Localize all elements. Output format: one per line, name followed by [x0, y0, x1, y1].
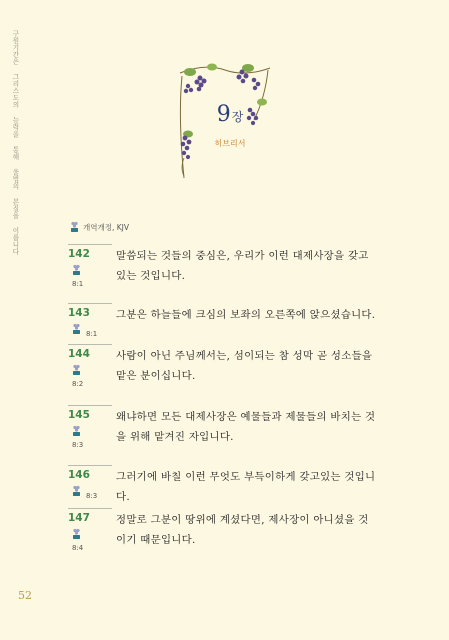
verse-number: 146 [68, 469, 90, 481]
divider [68, 303, 112, 304]
page-number: 52 [18, 589, 32, 602]
chapter-title [200, 102, 260, 134]
verse-number: 143 [68, 307, 90, 319]
verse-block [68, 465, 376, 505]
verse-block [68, 344, 373, 394]
divider [68, 344, 112, 345]
verse-text: 그러기에 바칠 이런 무엇도 부득이하게 갖고있는 것입니다. [116, 471, 376, 503]
bible-icon [72, 425, 81, 437]
verse-block [68, 405, 376, 455]
verse-reference: 8:1 [72, 280, 84, 288]
bible-icon [70, 221, 79, 233]
verse-block [68, 244, 368, 294]
verse-reference: 8:3 [86, 492, 98, 500]
divider [68, 244, 112, 245]
bible-icon [72, 528, 81, 540]
verse-number: 145 [68, 409, 90, 421]
verse-reference: 8:2 [72, 380, 84, 388]
book-name: 히브리서 [214, 139, 246, 148]
chapter-number: 9 [216, 102, 231, 127]
bible-icon [72, 323, 81, 335]
side-running-title: 구원기간은 그리스도의 능력을 통해 율법의 본질을 이룹니다 [11, 30, 19, 256]
bible-icon [72, 264, 81, 276]
verse-block [68, 508, 368, 558]
bible-icon [72, 485, 81, 497]
verse-text: 사람이 아닌 주님께서는, 섬이되는 참 성막 곧 성소들을 맡은 분이십니다. [116, 350, 373, 382]
divider [68, 508, 112, 509]
verse-reference: 8:4 [72, 544, 84, 552]
verse-text: 정말로 그분이 땅위에 계셨다면, 제사장이 아니셨을 것이기 때문입니다. [116, 514, 369, 546]
version-row [70, 221, 129, 233]
verse-number: 147 [68, 512, 90, 524]
divider [68, 405, 112, 406]
verse-reference: 8:3 [72, 441, 84, 449]
bible-icon [72, 364, 81, 376]
verse-number: 144 [68, 348, 90, 360]
verse-text: 왜냐하면 모든 대제사장은 예물들과 제물들의 바치는 것을 위해 맡겨진 자입니다. [116, 411, 376, 443]
version-label: 개역개정, KJV [83, 222, 130, 232]
verse-text: 그분은 하늘들에 크심의 보좌의 오른쪽에 앉으셨습니다. [116, 309, 376, 321]
verse-reference: 8:1 [86, 330, 98, 338]
divider [68, 465, 112, 466]
verse-block [68, 303, 376, 343]
verse-text: 말씀되는 것들의 중심은, 우리가 이런 대제사장을 갖고있는 것입니다. [116, 250, 369, 282]
verse-number: 142 [68, 248, 90, 260]
chapter-suffix: 장 [231, 110, 244, 124]
